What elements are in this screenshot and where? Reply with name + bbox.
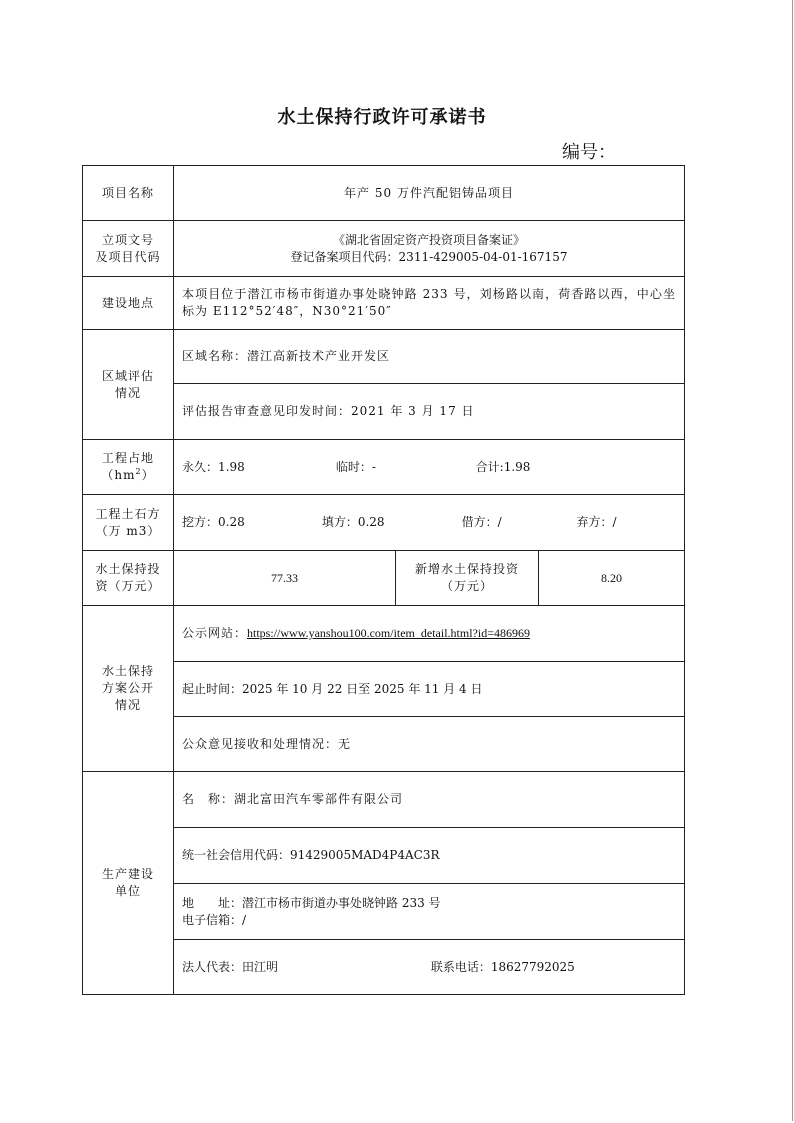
unit-email: 电子信箱：/	[182, 912, 247, 927]
earthwork-label	[83, 495, 174, 551]
regional-report-row	[83, 384, 685, 440]
land-temporary: 临时：-	[335, 459, 376, 474]
new-investment-label	[396, 551, 539, 606]
unit-contact	[174, 940, 685, 995]
disclosure-label-line2: 方案公开	[101, 681, 154, 695]
unit-credit-row	[83, 828, 685, 884]
earthwork-label-line1: 工程土石方	[95, 506, 161, 521]
earthwork-spoil: 弃方：/	[576, 515, 617, 529]
earthwork-values	[174, 495, 685, 551]
investment-label-line2: 资（万元）	[95, 579, 161, 593]
disclosure-website-row	[83, 606, 685, 662]
unit-label	[83, 772, 174, 995]
land-label	[83, 440, 174, 495]
earthwork-fill: 填方：0.28	[321, 515, 385, 529]
filing-certificate-name: 《湖北省固定资产投资项目备案证》	[333, 232, 526, 247]
filing-value	[174, 221, 685, 277]
disclosure-website-label: 公示网站：	[182, 626, 248, 640]
unit-name: 名 称：湖北富田汽车零部件有限公司	[174, 772, 685, 828]
filing-row	[83, 221, 685, 277]
disclosure-website	[174, 606, 685, 662]
land-label-unit: $(hm^2)$	[101, 467, 155, 482]
project-name-row	[83, 166, 685, 221]
new-investment-label-line1: 新增水土保持投资	[414, 562, 519, 576]
disclosure-label-line1: 水土保持	[101, 664, 154, 678]
land-values	[174, 440, 685, 495]
regional-area-row	[83, 330, 685, 384]
regional-area-name: 区域名称：潜江高新技术产业开发区	[174, 330, 685, 384]
project-name-label: 项目名称	[83, 166, 174, 221]
disclosure-label	[83, 606, 174, 772]
investment-row	[83, 551, 685, 606]
new-investment-label-line2: （万元）	[440, 579, 493, 593]
location-value: 本项目位于潜江市杨市街道办事处晓钟路 233 号，刘杨路以南，荷香路以西，中心坐标为 E112°52′48″，N30°21′50″	[174, 277, 685, 330]
unit-address: 地 址：潜江市杨市街道办事处晓钟路 233 号	[182, 895, 441, 910]
filing-label-line1: 立项文号	[101, 232, 154, 247]
land-row	[83, 440, 685, 495]
unit-legal-rep: 法人代表：田江明	[182, 959, 279, 974]
earthwork-label-line2: （万 m3）	[95, 523, 161, 538]
unit-phone: 联系电话：18627792025	[430, 959, 575, 974]
filing-label	[83, 221, 174, 277]
regional-label-line2: 情况	[114, 385, 141, 400]
disclosure-feedback: 公众意见接收和处理情况：无	[174, 717, 685, 772]
investment-label	[83, 551, 174, 606]
document-title: 水土保持行政许可承诺书	[277, 107, 487, 128]
disclosure-period-row	[83, 662, 685, 717]
new-investment-value: 8.20	[539, 551, 685, 606]
disclosure-period: 起止时间：2025 年 10 月 22 日至 2025 年 11 月 4 日	[174, 662, 685, 717]
unit-label-line1: 生产建设	[101, 867, 154, 881]
earthwork-cut: 挖方：0.28	[182, 515, 245, 529]
unit-credit-code: 统一社会信用代码：91429005MAD4P4AC3R	[174, 828, 685, 884]
unit-label-line2: 单位	[114, 884, 141, 898]
disclosure-website-link[interactable]: https://www.yanshou100.com/item_detail.html?id=486969	[247, 626, 530, 640]
unit-name-row	[83, 772, 685, 828]
regional-report-time: 评估报告审查意见印发时间：2021 年 3 月 17 日	[174, 384, 685, 440]
project-name-value: 年产 50 万件汽配铝铸品项目	[174, 166, 685, 221]
investment-value: 77.33	[174, 551, 396, 606]
unit-address-cell	[174, 884, 685, 940]
land-total: 合计:1.98	[475, 459, 531, 474]
investment-label-line1: 水土保持投	[95, 562, 161, 576]
filing-project-code: 登记备案项目代码：2311-429005-04-01-167157	[290, 249, 568, 264]
filing-label-line2: 及项目代码	[95, 249, 161, 264]
disclosure-label-line3: 情况	[114, 698, 141, 712]
location-row	[83, 277, 685, 330]
unit-contact-row	[83, 940, 685, 995]
land-label-line1: 工程占地	[101, 451, 154, 465]
document-number-label: 编号：	[562, 142, 616, 163]
disclosure-feedback-row	[83, 717, 685, 772]
unit-address-row	[83, 884, 685, 940]
land-permanent: 永久：1.98	[182, 459, 245, 474]
location-label: 建设地点	[83, 277, 174, 330]
earthwork-row	[83, 495, 685, 551]
regional-label-line1: 区域评估	[101, 368, 154, 383]
commitment-form-table	[82, 165, 685, 995]
regional-label	[83, 330, 174, 440]
earthwork-borrow: 借方：/	[461, 515, 502, 529]
